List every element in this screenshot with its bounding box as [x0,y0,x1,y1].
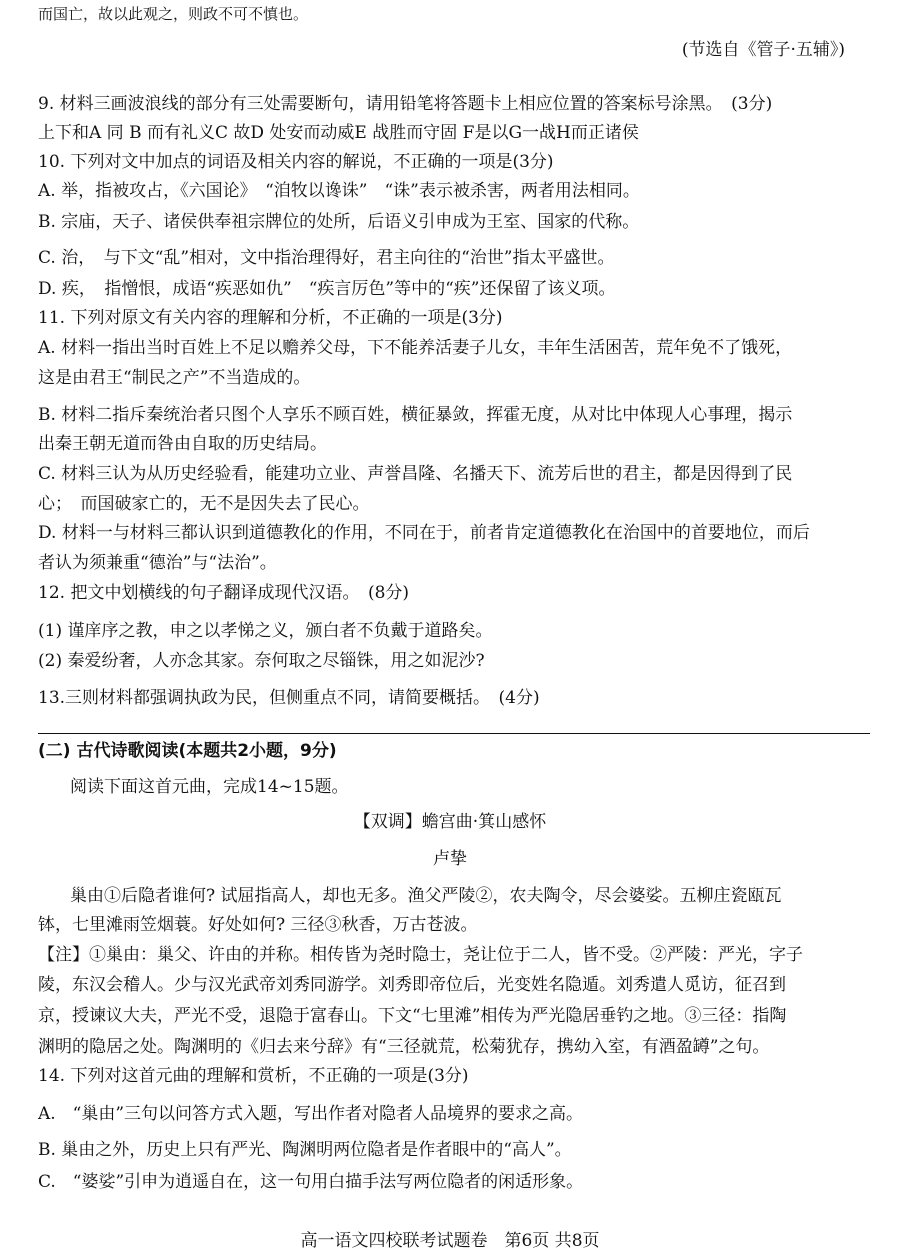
page-footer: 高一语文四校联考试题卷 第6页 共8页 [300,1231,600,1251]
q11-option-d-line1: D. 材料一与材料三都认识到道德教化的作用，不同在于，前者肯定道德教化在治国中的首要地位，而后 [38,523,810,543]
q13-prompt: 13.三则材料都强调执政为民，但侧重点不同，请简要概括。 (4分) [38,688,540,708]
q11-option-c-line2: 心； 而国破家亡的，无不是因失去了民心。 [38,494,370,514]
q11-prompt: 11. 下列对原文有关内容的理解和分析，不正确的一项是(3分) [38,308,503,328]
q11-option-a-line2: 这是由君王“制民之产”不当造成的。 [38,368,311,388]
poem-title: 【双调】蟾宫曲·箕山感怀 [353,812,547,832]
q11-option-b-line1: B. 材料二指斥秦统治者只图个人享乐不顾百姓，横征暴敛，挥霍无度，从对比中体现人心事理，揭示 [38,405,793,425]
q10-prompt: 10. 下列对文中加点的词语及相关内容的解说，不正确的一项是(3分) [38,152,554,172]
q10-option-c: C. 治， 与下文“乱”相对，文中指治理得好，君主向往的“治世”指太平盛世。 [38,248,615,268]
q14-prompt: 14. 下列对这首元曲的理解和赏析，不正确的一项是(3分) [38,1066,469,1086]
q11-option-d-line2: 者认为须兼重“德治”与“法治”。 [38,553,277,573]
q14-option-b: B. 巢由之外，历史上只有严光、陶渊明两位隐者是作者眼中的“高人”。 [38,1140,572,1160]
section2-instruction: 阅读下面这首元曲，完成14~15题。 [70,777,349,797]
q9-prompt: 9. 材料三画波浪线的部分有三处需要断句，请用铅笔将答题卡上相应位置的答案标号涂黑。 (3分) [38,94,773,114]
q12-prompt: 12. 把文中划横线的句子翻译成现代汉语。 (8分) [38,583,410,603]
poem-line-1: 巢由①后隐者谁何? 试屈指高人，却也无多。渔父严陵②，农夫陶令，尽会婆娑。五柳庄瓷瓯瓦 [70,886,782,906]
section-divider [38,733,870,734]
note-line-2: 陵，东汉会稽人。少与汉光武帝刘秀同游学。刘秀即帝位后，光变姓名隐遁。刘秀遣人觅访，征召到 [38,975,786,995]
q10-option-b: B. 宗庙，天子、诸侯供奉祖宗牌位的处所，后语义引申成为王室、国家的代称。 [38,212,640,232]
q14-option-c: C. “婆娑”引申为逍遥自在，这一句用白描手法写两位隐者的闲适形象。 [38,1172,584,1192]
section2-title: (二) 古代诗歌阅读(本题共2小题，9分) [38,741,337,761]
q11-option-b-line2: 出秦王朝无道而咎由自取的历史结局。 [38,434,327,454]
poem-author: 卢挚 [433,849,467,869]
q12-sentence-2: (2) 秦爱纷奢，人亦念其家。奈何取之尽锱铢，用之如泥沙? [38,651,485,671]
q11-option-c-line1: C. 材料三认为从历史经验看，能建功立业、声誉昌隆、名播天下、流芳后世的君主，都是因得到了民 [38,464,793,484]
q12-sentence-1: (1) 谨庠序之教，申之以孝悌之义，颁白者不负戴于道路矣。 [38,621,493,641]
note-line-3: 京，授谏议大夫，严光不受，退隐于富春山。下文“七里滩”相传为严光隐居垂钓之地。③三径：指陶 [38,1006,787,1026]
q10-option-a: A. 举，指被攻占，《六国论》 “洎牧以谗诛” “诛”表示被杀害，两者用法相同。 [38,181,640,201]
q10-option-d: D. 疾， 指憎恨，成语“疾恶如仇” “疾言厉色”等中的“疾”还保留了该义项。 [38,279,616,299]
poem-line-2: 钵，七里滩雨笠烟蓑。好处如何? 三径③秋香，万古苍波。 [38,915,478,935]
q9-options: 上下和A 同 B 而有礼义C 故D 处安而动威E 战胜而守固 F是以G一战H而正诸侯 [38,123,639,143]
source-note: (节选自《管子·五辅》) [681,40,845,60]
q11-option-a-line1: A. 材料一指出当时百姓上不足以赡养父母，下不能养活妻子儿女，丰年生活困苦，荒年免不了饿死， [38,338,793,358]
note-line-1: 【注】①巢由：巢父、许由的并称。相传皆为尧时隐士，尧让位于二人，皆不受。②严陵：严光，字子 [38,945,803,965]
note-line-4: 渊明的隐居之处。陶渊明的《归去来兮辞》有“三径就荒，松菊犹存，携幼入室，有酒盈罇”之句。 [38,1037,770,1057]
q14-option-a: A. “巢由”三句以问答方式入题，写出作者对隐者人品境界的要求之高。 [38,1104,584,1124]
header-fragment: 而国亡，故以此观之，则政不可不慎也。 [38,5,309,23]
